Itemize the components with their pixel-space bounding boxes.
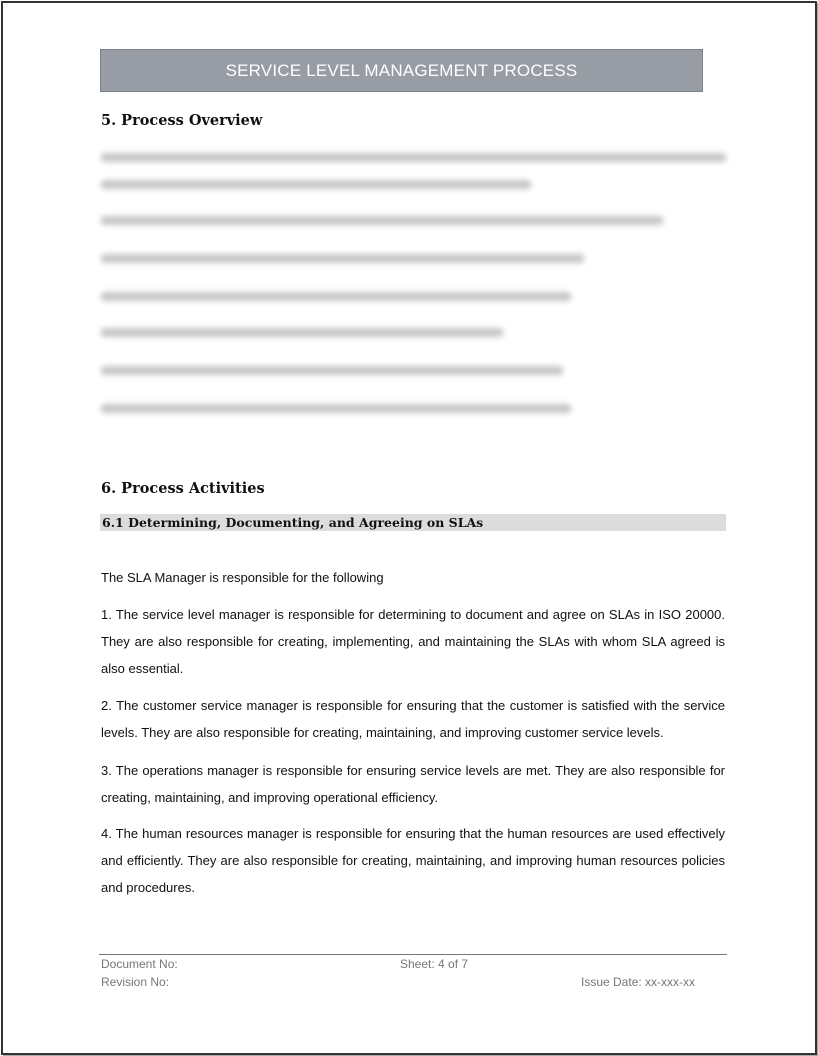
section-5-heading: 5. Process Overview — [101, 112, 263, 129]
section-6-heading: 6. Process Activities — [101, 480, 265, 497]
footer-issue-date: Issue Date: xx-xxx-xx — [581, 975, 696, 989]
list-item-1: 1. The service level manager is responsible for determining to document and agree on SLAs in ISO 20000. They are also responsible for creating, implementing, and maintaining the SLAs with whom SLA agreed is also essential. — [101, 607, 725, 676]
list-item-2: 2. The customer service manager is responsible for ensuring that the customer is satisfied with the service levels. They are also responsible for creating, maintaining, and improving customer service levels. — [101, 698, 725, 740]
footer-document-no: Document No: — [101, 957, 178, 971]
list-item-4: 4. The human resources manager is responsible for ensuring that the human resources are used effectively and efficiently. They are also responsible for creating, maintaining, and improving human resources policies and procedures. — [101, 826, 725, 895]
footer-divider — [99, 954, 727, 955]
intro-paragraph: The SLA Manager is responsible for the following — [101, 570, 384, 585]
list-item-3: 3. The operations manager is responsible for ensuring service levels are met. They are also responsible for creating, maintaining, and improving operational efficiency. — [101, 763, 725, 805]
section-6-1-heading: 6.1 Determining, Documenting, and Agreeing on SLAs — [100, 514, 726, 531]
footer-sheet: Sheet: 4 of 7 — [400, 957, 469, 971]
footer-revision-no: Revision No: — [101, 975, 170, 989]
document-title-banner: SERVICE LEVEL MANAGEMENT PROCESS — [100, 49, 703, 92]
